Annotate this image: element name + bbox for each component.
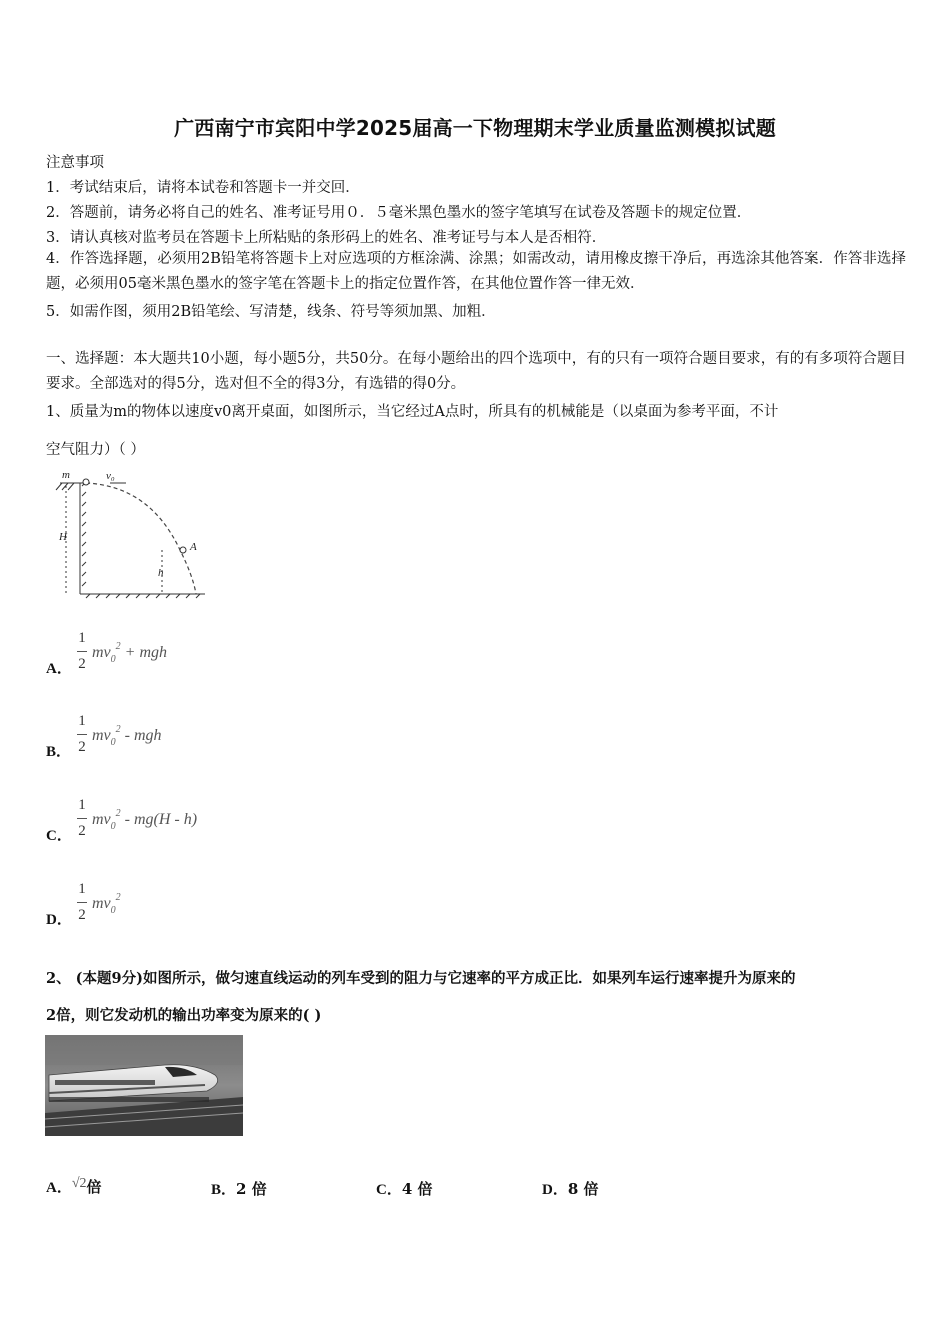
option-a-fraction-bar xyxy=(77,651,87,652)
option-b-numerator: 1 xyxy=(78,713,86,729)
q2-option-b-label: B． xyxy=(211,1182,237,1198)
q2-option-b-value: 2 xyxy=(236,1180,247,1198)
q2-option-c-label: C． xyxy=(376,1182,402,1198)
question-2-stem-line-1: 2、 (本题9分)如图所示，做匀速直线运动的列车受到的阻力与它速率的平方成正比．如果列车运行速率提升为原来的 xyxy=(46,970,796,987)
option-a-denominator: 2 xyxy=(78,656,86,672)
option-a-sup: 2 xyxy=(115,641,121,652)
section-heading: 一、选择题：本大题共10小题，每小题5分，共50分。在每小题给出的四个选项中，有的只有一项符合题目要求，有的有多项符合题目要求。全部选对的得5分，选对但不全的得3分，有选错的得0分。 xyxy=(46,351,906,392)
option-d-label: D． xyxy=(46,912,72,928)
question-1-stem-line-1: 1、质量为m的物体以速度v0离开桌面，如图所示，当它经过A点时，所具有的机械能是（以桌面为参考平面，不计 xyxy=(46,404,779,420)
q2-option-d-value: 8 xyxy=(567,1180,579,1198)
option-b-sub: 0 xyxy=(110,737,116,748)
option-d-sup: 2 xyxy=(115,892,121,903)
question-1-stem-line-2: 空气阻力）（ ） xyxy=(46,442,145,458)
q2-option-a-value: √2 xyxy=(71,1176,87,1191)
option-c-label: C． xyxy=(46,828,72,844)
option-b-mv: mv xyxy=(92,727,111,744)
projectile-figure xyxy=(50,466,215,606)
option-d-denominator: 2 xyxy=(78,907,86,923)
option-c-fraction-bar xyxy=(77,818,87,819)
notice-item-2: 2．答题前，请务必将自己的姓名、准考证号用０．５毫米黑色墨水的签字笔填写在试卷及答题卡的规定位置． xyxy=(46,205,752,221)
option-a-label: A． xyxy=(46,661,72,677)
option-c-numerator: 1 xyxy=(78,797,86,813)
option-c-rest: - mg(H - h) xyxy=(124,811,198,828)
option-b-sup: 2 xyxy=(115,724,121,735)
page-title: 广西南宁市宾阳中学2025届高一下物理期末学业质量监测模拟试题 xyxy=(174,116,776,140)
option-b-expression xyxy=(92,724,162,748)
option-a-sub: 0 xyxy=(110,654,116,665)
option-d-fraction-bar xyxy=(77,902,87,903)
option-a-expression xyxy=(92,641,168,665)
notice-item-3: 3．请认真核对监考员在答题卡上所粘贴的条形码上的姓名、准考证号与本人是否相符． xyxy=(46,230,607,246)
figure-label-H: H xyxy=(59,531,67,543)
q2-option-a[interactable] xyxy=(46,1176,102,1197)
q2-option-b-unit: 倍 xyxy=(251,1180,267,1198)
question-2-stem-line-2: 2倍，则它发动机的输出功率变为原来的( ) xyxy=(46,1007,322,1024)
figure-label-m: m xyxy=(62,469,70,481)
q2-option-b[interactable] xyxy=(211,1178,267,1199)
q2-option-d-label: D． xyxy=(542,1182,568,1198)
option-c-sub: 0 xyxy=(110,821,116,832)
figure-label-v0: v₀ xyxy=(106,470,115,482)
option-d-numerator: 1 xyxy=(78,881,86,897)
option-c-denominator: 2 xyxy=(78,823,86,839)
option-c-mv: mv xyxy=(92,811,111,828)
option-a-numerator: 1 xyxy=(78,630,86,646)
notice-item-5: 5．如需作图，须用2B铅笔绘、写清楚，线条、符号等须加黑、加粗． xyxy=(46,304,496,320)
option-d-sub: 0 xyxy=(110,905,116,916)
figure-label-h: h xyxy=(158,567,164,579)
q2-option-c-value: 4 xyxy=(401,1180,413,1198)
option-b-fraction-bar xyxy=(77,734,87,735)
option-b-denominator: 2 xyxy=(78,739,86,755)
q2-option-d[interactable] xyxy=(542,1178,599,1199)
notice-item-1: 1．考试结束后，请将本试卷和答题卡一并交回． xyxy=(46,180,360,196)
option-a-mv: mv xyxy=(92,644,111,661)
q2-option-c-unit: 倍 xyxy=(417,1180,433,1198)
notice-heading: 注意事项 xyxy=(46,155,104,171)
option-d-mv: mv xyxy=(92,895,111,912)
option-b-label: B． xyxy=(46,744,72,760)
option-c-expression xyxy=(92,808,198,832)
q2-option-c[interactable] xyxy=(376,1178,433,1199)
q2-option-a-unit: 倍 xyxy=(86,1178,102,1196)
option-a-rest: + mgh xyxy=(124,644,168,661)
q2-option-a-label: A． xyxy=(46,1180,72,1196)
option-d-expression xyxy=(92,892,121,916)
train-photo xyxy=(45,1035,243,1136)
option-c-sup: 2 xyxy=(115,808,121,819)
notice-item-4: 4．作答选择题，必须用2B铅笔将答题卡上对应选项的方框涂满、涂黑；如需改动，请用橡皮擦干净后，再选涂其他答案．作答非选择题，必须用05毫米黑色墨水的签字笔在答题卡上的指定位置作答，在其他位置作答一律无效． xyxy=(46,251,906,292)
option-b-rest: - mgh xyxy=(124,727,162,744)
figure-label-A: A xyxy=(190,541,197,553)
q2-option-d-unit: 倍 xyxy=(583,1180,599,1198)
